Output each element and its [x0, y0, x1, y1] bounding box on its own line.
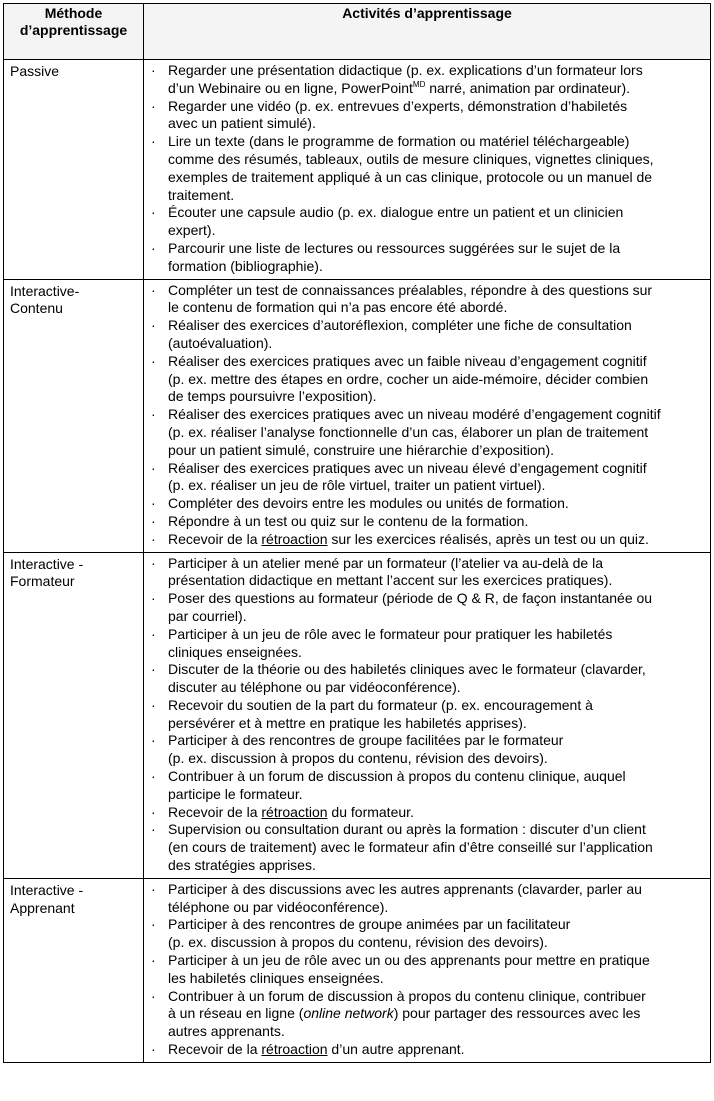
- bullet-icon: ·: [151, 97, 156, 114]
- list-item: [151, 697, 704, 733]
- activity-list: [151, 555, 704, 875]
- item-line: Réaliser des exercices pratiques avec un niveau élevé d’engagement cognitif: [168, 459, 647, 476]
- item-line: (p. ex. discussion à propos du contenu, révision des devoirs).: [168, 750, 548, 767]
- item-text: à un réseau en ligne (: [168, 1005, 304, 1022]
- method-label: Contenu: [10, 300, 63, 317]
- item-line: Participer à un jeu de rôle avec un ou des apprenants pour mettre en pratique: [168, 952, 650, 969]
- bullet-icon: ·: [151, 530, 156, 547]
- method-cell: [4, 279, 144, 552]
- item-line: Regarder une vidéo (p. ex. entrevues d’experts, démonstration d’habiletés: [168, 97, 628, 114]
- activities-cell: [144, 279, 711, 552]
- bullet-icon: ·: [151, 204, 156, 221]
- list-item: [151, 555, 704, 591]
- bullet-icon: ·: [151, 352, 156, 369]
- item-line: Réaliser des exercices pratiques avec un faible niveau d’engagement cognitif: [168, 352, 647, 369]
- item-line: Compléter des devoirs entre les modules ou unités de formation.: [168, 495, 569, 512]
- bullet-icon: ·: [151, 1041, 156, 1058]
- item-text: sur les exercices réalisés, après un test ou un quiz.: [327, 530, 649, 547]
- item-line: avec un patient simulé).: [168, 115, 316, 132]
- italic-term: online network: [303, 1005, 394, 1022]
- item-line: [168, 804, 704, 822]
- bullet-icon: ·: [151, 590, 156, 607]
- table-row: [4, 878, 711, 1062]
- item-line: Parcourir une liste de lectures ou ressources suggérées sur le sujet de la: [168, 239, 621, 256]
- item-line: le contenu de formation qui n’a pas encore été abordé.: [168, 299, 508, 316]
- list-item: [151, 133, 704, 204]
- bullet-icon: ·: [151, 317, 156, 334]
- list-item: [151, 62, 704, 98]
- item-line: (p. ex. réaliser un jeu de rôle virtuel, traiter un patient virtuel).: [168, 477, 546, 494]
- item-line: (p. ex. mettre des étapes en ordre, cocher un aide-mémoire, décider combien: [168, 370, 649, 387]
- header-activities: Activités d’apprentissage: [144, 4, 711, 60]
- item-line: Participer à un jeu de rôle avec le formateur pour pratiquer les habiletés: [168, 625, 613, 642]
- item-line: (p. ex. discussion à propos du contenu, révision des devoirs).: [168, 934, 548, 951]
- list-item: [151, 513, 704, 531]
- activities-cell: [144, 878, 711, 1062]
- bullet-icon: ·: [151, 512, 156, 529]
- item-text: du formateur.: [327, 803, 414, 820]
- item-text: d’un Webinaire ou en ligne, PowerPoint: [168, 79, 413, 96]
- item-line: autres apprenants.: [168, 1023, 285, 1040]
- bullet-icon: ·: [151, 880, 156, 897]
- bullet-icon: ·: [151, 916, 156, 933]
- bullet-icon: ·: [151, 495, 156, 512]
- bullet-icon: ·: [151, 554, 156, 571]
- item-line: participe le formateur.: [168, 785, 303, 802]
- list-item: [151, 768, 704, 804]
- item-line: Poser des questions au formateur (période de Q & R, de façon instantanée ou: [168, 590, 653, 607]
- item-line: pour un patient simulé, construire une hiérarchie d’exposition).: [168, 441, 554, 458]
- bullet-icon: ·: [151, 732, 156, 749]
- list-item: [151, 317, 704, 353]
- item-line: présentation didactique en mettant l’accent sur les exercices pratiques).: [168, 572, 613, 589]
- method-label: Apprenant: [10, 899, 75, 916]
- bullet-icon: ·: [151, 696, 156, 713]
- item-line: traitement.: [168, 186, 235, 203]
- item-line: exemples de traitement appliqué à un cas clinique, protocole ou un manuel de: [168, 168, 653, 185]
- bullet-icon: ·: [151, 406, 156, 423]
- bullet-icon: ·: [151, 661, 156, 678]
- item-text: Recevoir de la: [168, 1041, 262, 1058]
- item-line: de temps poursuivre l’exposition).: [168, 388, 377, 405]
- item-line: formation (bibliographie).: [168, 257, 323, 274]
- item-line: Lire un texte (dans le programme de formation ou matériel téléchargeable): [168, 133, 630, 150]
- bullet-icon: ·: [151, 239, 156, 256]
- item-line: [168, 80, 704, 98]
- table-header-row: [4, 4, 711, 60]
- header-method-line: Méthode: [44, 5, 103, 21]
- bullet-icon: ·: [151, 625, 156, 642]
- bullet-icon: ·: [151, 62, 156, 78]
- list-item: [151, 661, 704, 697]
- list-item: [151, 282, 704, 318]
- item-line: téléphone ou par vidéoconférence).: [168, 898, 389, 915]
- item-line: discuter au téléphone ou par vidéoconférence).: [168, 679, 461, 696]
- bullet-icon: ·: [151, 281, 156, 298]
- header-method: [4, 4, 144, 60]
- item-line: persévérer et à mettre en pratique les habiletés apprises).: [168, 714, 527, 731]
- method-label: Interactive-: [10, 282, 80, 299]
- item-line: [168, 1041, 704, 1059]
- list-item: [151, 406, 704, 459]
- list-item: [151, 1041, 704, 1059]
- item-line: Supervision ou consultation durant ou après la formation : discuter d’un client: [168, 821, 646, 838]
- activity-list: [151, 282, 704, 549]
- item-line: Réaliser des exercices pratiques avec un niveau modéré d’engagement cognitif: [168, 406, 661, 423]
- bullet-icon: ·: [151, 952, 156, 969]
- table-row: [4, 552, 711, 878]
- header-method-line: d’apprentissage: [19, 22, 128, 38]
- underlined-term: rétroaction: [261, 530, 328, 547]
- underlined-term: rétroaction: [261, 803, 328, 820]
- list-item: [151, 590, 704, 626]
- item-line: Participer à des rencontres de groupe animées par un facilitateur: [168, 916, 571, 933]
- bullet-icon: ·: [151, 803, 156, 820]
- item-line: Compléter un test de connaissances préalables, répondre à des questions sur: [168, 281, 653, 298]
- item-line: (en cours de traitement) avec le formateur afin d’être conseillé sur l’application: [168, 839, 653, 856]
- method-label: Passive: [10, 63, 60, 79]
- list-item: [151, 495, 704, 513]
- item-line: (p. ex. réaliser l’analyse fonctionnelle d’un cas, élaborer un plan de traitement: [168, 423, 649, 440]
- activities-cell: [144, 552, 711, 878]
- list-item: [151, 804, 704, 822]
- item-line: expert).: [168, 222, 216, 239]
- activity-list: [151, 881, 704, 1059]
- method-label: Interactive -: [10, 881, 84, 898]
- bullet-icon: ·: [151, 768, 156, 785]
- item-line: Participer à un atelier mené par un formateur (l’atelier va au-delà de la: [168, 554, 604, 571]
- method-cell: [4, 60, 144, 280]
- item-text: narré, animation par ordinateur).: [425, 79, 631, 96]
- method-label: Formateur: [10, 573, 75, 590]
- bullet-icon: ·: [151, 459, 156, 476]
- list-item: [151, 460, 704, 496]
- bullet-icon: ·: [151, 987, 156, 1004]
- item-line: Regarder une présentation didactique (p. ex. explications d’un formateur lors: [168, 62, 643, 78]
- item-line: cliniques enseignées.: [168, 643, 302, 660]
- md-superscript: MD: [412, 79, 426, 89]
- table-row: [4, 60, 711, 280]
- list-item: [151, 98, 704, 134]
- list-item: [151, 204, 704, 240]
- item-line: [168, 1005, 704, 1023]
- item-line: Contribuer à un forum de discussion à propos du contenu clinique, auquel: [168, 768, 626, 785]
- item-line: des stratégies apprises.: [168, 857, 316, 874]
- method-cell: [4, 552, 144, 878]
- list-item: [151, 240, 704, 276]
- list-item: [151, 988, 704, 1041]
- list-item: [151, 821, 704, 874]
- activities-cell: [144, 60, 711, 280]
- item-line: Réaliser des exercices d’autoréflexion, compléter une fiche de consultation: [168, 317, 632, 334]
- list-item: [151, 353, 704, 406]
- item-text: Recevoir de la: [168, 803, 262, 820]
- item-line: Participer à des rencontres de groupe facilitées par le formateur: [168, 732, 564, 749]
- learning-activities-table: [3, 3, 711, 1063]
- list-item: [151, 626, 704, 662]
- bullet-icon: ·: [151, 821, 156, 838]
- item-line: les habiletés cliniques enseignées.: [168, 969, 384, 986]
- underlined-term: rétroaction: [261, 1041, 328, 1058]
- item-text: ) pour partager des ressources avec les: [393, 1005, 641, 1022]
- table-row: [4, 279, 711, 552]
- list-item: [151, 881, 704, 917]
- method-label: Interactive -: [10, 555, 84, 572]
- list-item: [151, 531, 704, 549]
- list-item: [151, 916, 704, 952]
- item-line: Répondre à un test ou quiz sur le contenu de la formation.: [168, 512, 529, 529]
- item-text: Recevoir de la: [168, 530, 262, 547]
- item-line: Contribuer à un forum de discussion à propos du contenu clinique, contribuer: [168, 987, 646, 1004]
- item-line: Écouter une capsule audio (p. ex. dialogue entre un patient et un clinicien: [168, 204, 624, 221]
- activity-list: [151, 62, 704, 276]
- item-line: [168, 531, 704, 549]
- method-cell: [4, 878, 144, 1062]
- list-item: [151, 952, 704, 988]
- item-line: par courriel).: [168, 607, 247, 624]
- item-line: Discuter de la théorie ou des habiletés cliniques avec le formateur (clavarder,: [168, 661, 646, 678]
- list-item: [151, 732, 704, 768]
- item-line: comme des résumés, tableaux, outils de mesure cliniques, vignettes cliniques,: [168, 150, 654, 167]
- bullet-icon: ·: [151, 133, 156, 150]
- item-text: d’un autre apprenant.: [327, 1041, 465, 1058]
- item-line: Participer à des discussions avec les autres apprenants (clavarder, parler au: [168, 880, 642, 897]
- item-line: (autoévaluation).: [168, 334, 273, 351]
- item-line: Recevoir du soutien de la part du formateur (p. ex. encouragement à: [168, 696, 593, 713]
